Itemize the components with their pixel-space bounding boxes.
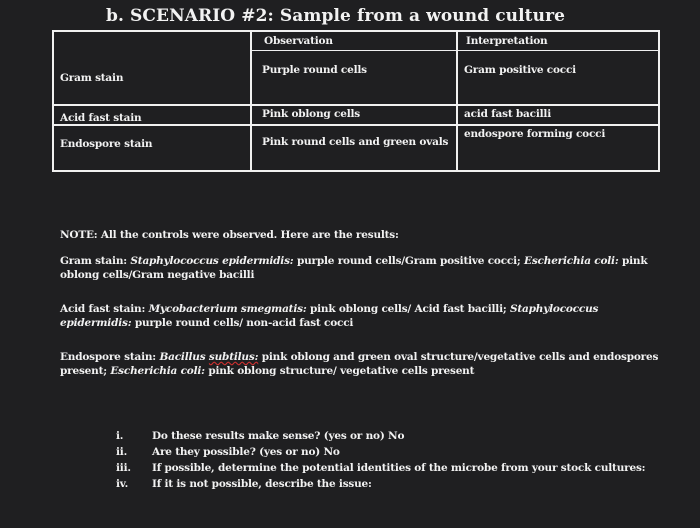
question-1 bbox=[116, 430, 404, 442]
organism-name: Mycobacterium smegmatis: bbox=[148, 303, 307, 315]
row-endo-test: Endospore stain bbox=[60, 138, 153, 150]
results-table bbox=[52, 30, 660, 172]
table-divider bbox=[456, 32, 458, 170]
organism-name: Bacillus bbox=[159, 351, 206, 363]
misspelled-word: subtilus: bbox=[208, 351, 259, 363]
question-number: i. bbox=[116, 430, 124, 442]
row-acid-test: Acid fast stain bbox=[60, 112, 142, 124]
result-text: purple round cells/ non-acid fast cocci bbox=[134, 317, 354, 329]
question-2 bbox=[116, 446, 340, 458]
header-observation: Observation bbox=[264, 35, 333, 47]
page-title: b. SCENARIO #2: Sample from a wound culture bbox=[106, 6, 566, 26]
question-3 bbox=[116, 462, 645, 474]
organism-name: Staphylococcus epidermidis: bbox=[130, 255, 294, 267]
table-divider bbox=[250, 50, 660, 51]
question-text: Are they possible? (yes or no) No bbox=[152, 446, 340, 458]
organism-name: Escherichia coli: bbox=[110, 365, 205, 377]
table-divider bbox=[54, 124, 658, 126]
organism-name: Staphylococcus epidermidis: bbox=[60, 303, 599, 329]
question-text: If possible, determine the potential identities of the microbe from your stock cultures: bbox=[152, 462, 646, 474]
question-number: iv. bbox=[116, 478, 129, 490]
question-number: ii. bbox=[116, 446, 128, 458]
question-4 bbox=[116, 478, 372, 490]
table-divider bbox=[250, 32, 252, 170]
result-acid-fast-stain bbox=[60, 302, 660, 330]
result-text: pink oblong cells/Gram negative bacilli bbox=[60, 255, 648, 281]
question-text: Do these results make sense? (yes or no) No bbox=[152, 430, 405, 442]
result-label: Acid fast stain: bbox=[60, 303, 146, 315]
table-divider bbox=[54, 104, 658, 106]
header-interpretation: Interpretation bbox=[466, 35, 548, 47]
result-text: pink oblong and green oval structure/vegetative cells and endospores present; bbox=[60, 351, 659, 377]
organism-name: Escherichia coli: bbox=[524, 255, 619, 267]
row-gram-observation: Purple round cells bbox=[262, 64, 367, 76]
row-gram-interpretation: Gram positive cocci bbox=[464, 64, 576, 76]
result-label: Endospore stain: bbox=[60, 351, 156, 363]
row-endo-observation: Pink round cells and green ovals bbox=[262, 136, 449, 148]
row-gram-test: Gram stain bbox=[60, 72, 124, 84]
row-acid-observation: Pink oblong cells bbox=[262, 108, 360, 120]
result-text: pink oblong structure/ vegetative cells present bbox=[208, 365, 475, 377]
result-label: Gram stain: bbox=[60, 255, 127, 267]
row-acid-interpretation: acid fast bacilli bbox=[464, 108, 552, 120]
result-endospore-stain bbox=[60, 350, 660, 378]
result-text: purple round cells/Gram positive cocci; bbox=[296, 255, 521, 267]
note-text: NOTE: All the controls were observed. Here are the results: bbox=[60, 229, 399, 241]
row-endo-interpretation: endospore forming cocci bbox=[464, 128, 606, 140]
question-text: If it is not possible, describe the issue: bbox=[152, 478, 372, 490]
result-gram-stain bbox=[60, 254, 660, 282]
result-text: pink oblong cells/ Acid fast bacilli; bbox=[309, 303, 507, 315]
question-number: iii. bbox=[116, 462, 131, 474]
